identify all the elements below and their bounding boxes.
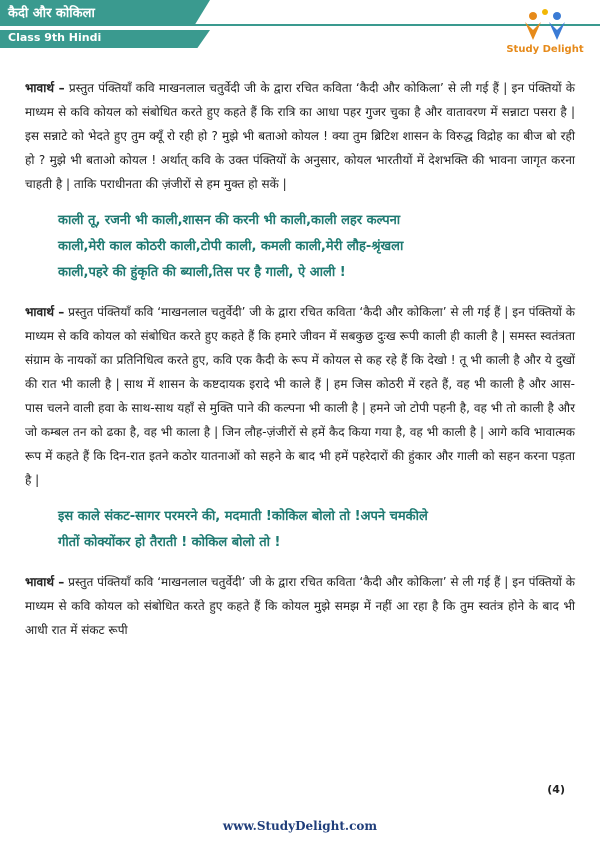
poem-stanza-1 (58, 208, 575, 286)
logo-text: Study Delight (506, 44, 584, 55)
bhavarth-paragraph-1 (25, 76, 575, 196)
study-delight-logo (505, 8, 585, 63)
poem-stanza-2 (58, 504, 575, 556)
class-label: Class 9th Hindi (8, 31, 102, 44)
poem-line: काली,पहरे की हुंकृति की ब्याली,तिस पर है गाली, ऐ आली ! (58, 265, 346, 280)
footer-link[interactable]: www.StudyDelight.com (222, 819, 378, 833)
bhavarth-label: भावार्थ – (25, 575, 65, 589)
page-number: (4) (547, 783, 565, 796)
bhavarth-paragraph-2 (25, 300, 575, 492)
paragraph-text: प्रस्तुत पंक्तियाँ कवि माखनलाल चतुर्वेदी जी के द्वारा रचित कविता ‘कैदी और कोकिला’ से ली गई हैं | इन पंक्तियों के माध्यम से कवि कोयल को संबोधित करते हुए कहते हैं कि रात्रि का आधा पहर गुजर चुका है और वातावरण में सन्नाटा पसरा है | इस सन्नाटे को भेदते हुए तुम क्यूँ रो रही हो ? मुझे भी बताओ कोयल ! क्या तुम ब्रिटिश शासन के विरुद्ध विद्रोह का बीज बो रही हो ? मुझे भी बताओ कोयल ! अर्थात् कवि के उक्त पंक्तियों के अनुसार, कोयल भारतीयों में देशभक्ति की भावना जागृत करना चाहती है | ताकि पराधीनता की ज़ंजीरों से हम मुक्त हो सकें | (25, 81, 575, 191)
bhavarth-label: भावार्थ – (25, 305, 65, 319)
poem-line: गीतों कोक्योंकर हो तैराती ! कोकिल बोलो तो ! (58, 535, 281, 550)
document-body (25, 76, 575, 654)
page-title: कैदी और कोकिला (8, 6, 95, 21)
poem-line: काली,मेरी काल कोठरी काली,टोपी काली, कमली काली,मेरी लौह-श्रृंखला (58, 239, 404, 254)
poem-line: इस काले संकट-सागर परमरने की, मदमाती !कोकिल बोलो तो !अपने चमकीले (58, 509, 428, 524)
bhavarth-label: भावार्थ – (25, 81, 65, 95)
paragraph-text: प्रस्तुत पंक्तियाँ कवि ‘माखनलाल चतुर्वेदी’ जी के द्वारा रचित कविता ‘कैदी और कोकिला’ से ली गई हैं | इन पंक्तियों के माध्यम से कवि कोयल को संबोधित करते हुए कहते हैं कि कोयल मुझे समझ में नहीं आ रहा है कि तुम स्वतंत्र होने के बाद भी आधी रात में संकट रूपी (25, 575, 575, 637)
bhavarth-paragraph-3 (25, 570, 575, 642)
logo-figures-icon (515, 8, 575, 44)
paragraph-text: प्रस्तुत पंक्तियाँ कवि ‘माखनलाल चतुर्वेदी’ जी के द्वारा रचित कविता ‘कैदी और कोकिला’ से ली गई हैं | इन पंक्तियों के माध्यम से कवि कोयल को संबोधित करते हुए कहते हैं कि हमारे जीवन में सबकुछ दुःख रूपी काली ही काली है | समस्त स्वतंत्रता संग्राम के नायकों का प्रतिनिधित्व करते हुए, कवि एक कैदी के रूप में कोयल से कह रहे हैं कि देखो ! तू भी काली है और ये दुखों की रात भी काली है | साथ में शासन के कष्टदायक इरादे भी काले हैं | हम जिस कोठरी में रहते हैं, वह भी काली है और आस-पास चलने वाली हवा के साथ-साथ यहाँ से मुक्ति पाने की कल्पना भी काली है | हमने जो टोपी पहनी है, वह भी तो काली है और जो कम्बल तन को ढका है, वह भी काला है | जिन लौह-ज़ंजीरों से हमें कैद किया गया है, वह भी काली है | आगे कवि भावात्मक रूप में कहते हैं कि दिन-रात इतने कठोर यातनाओं को सहने के बाद भी हमें पहरेदारों की हुंकार और गाली को सहन करना पड़ता है | (25, 305, 575, 487)
poem-line: काली तू, रजनी भी काली,शासन की करनी भी काली,काली लहर कल्पना (58, 213, 401, 228)
